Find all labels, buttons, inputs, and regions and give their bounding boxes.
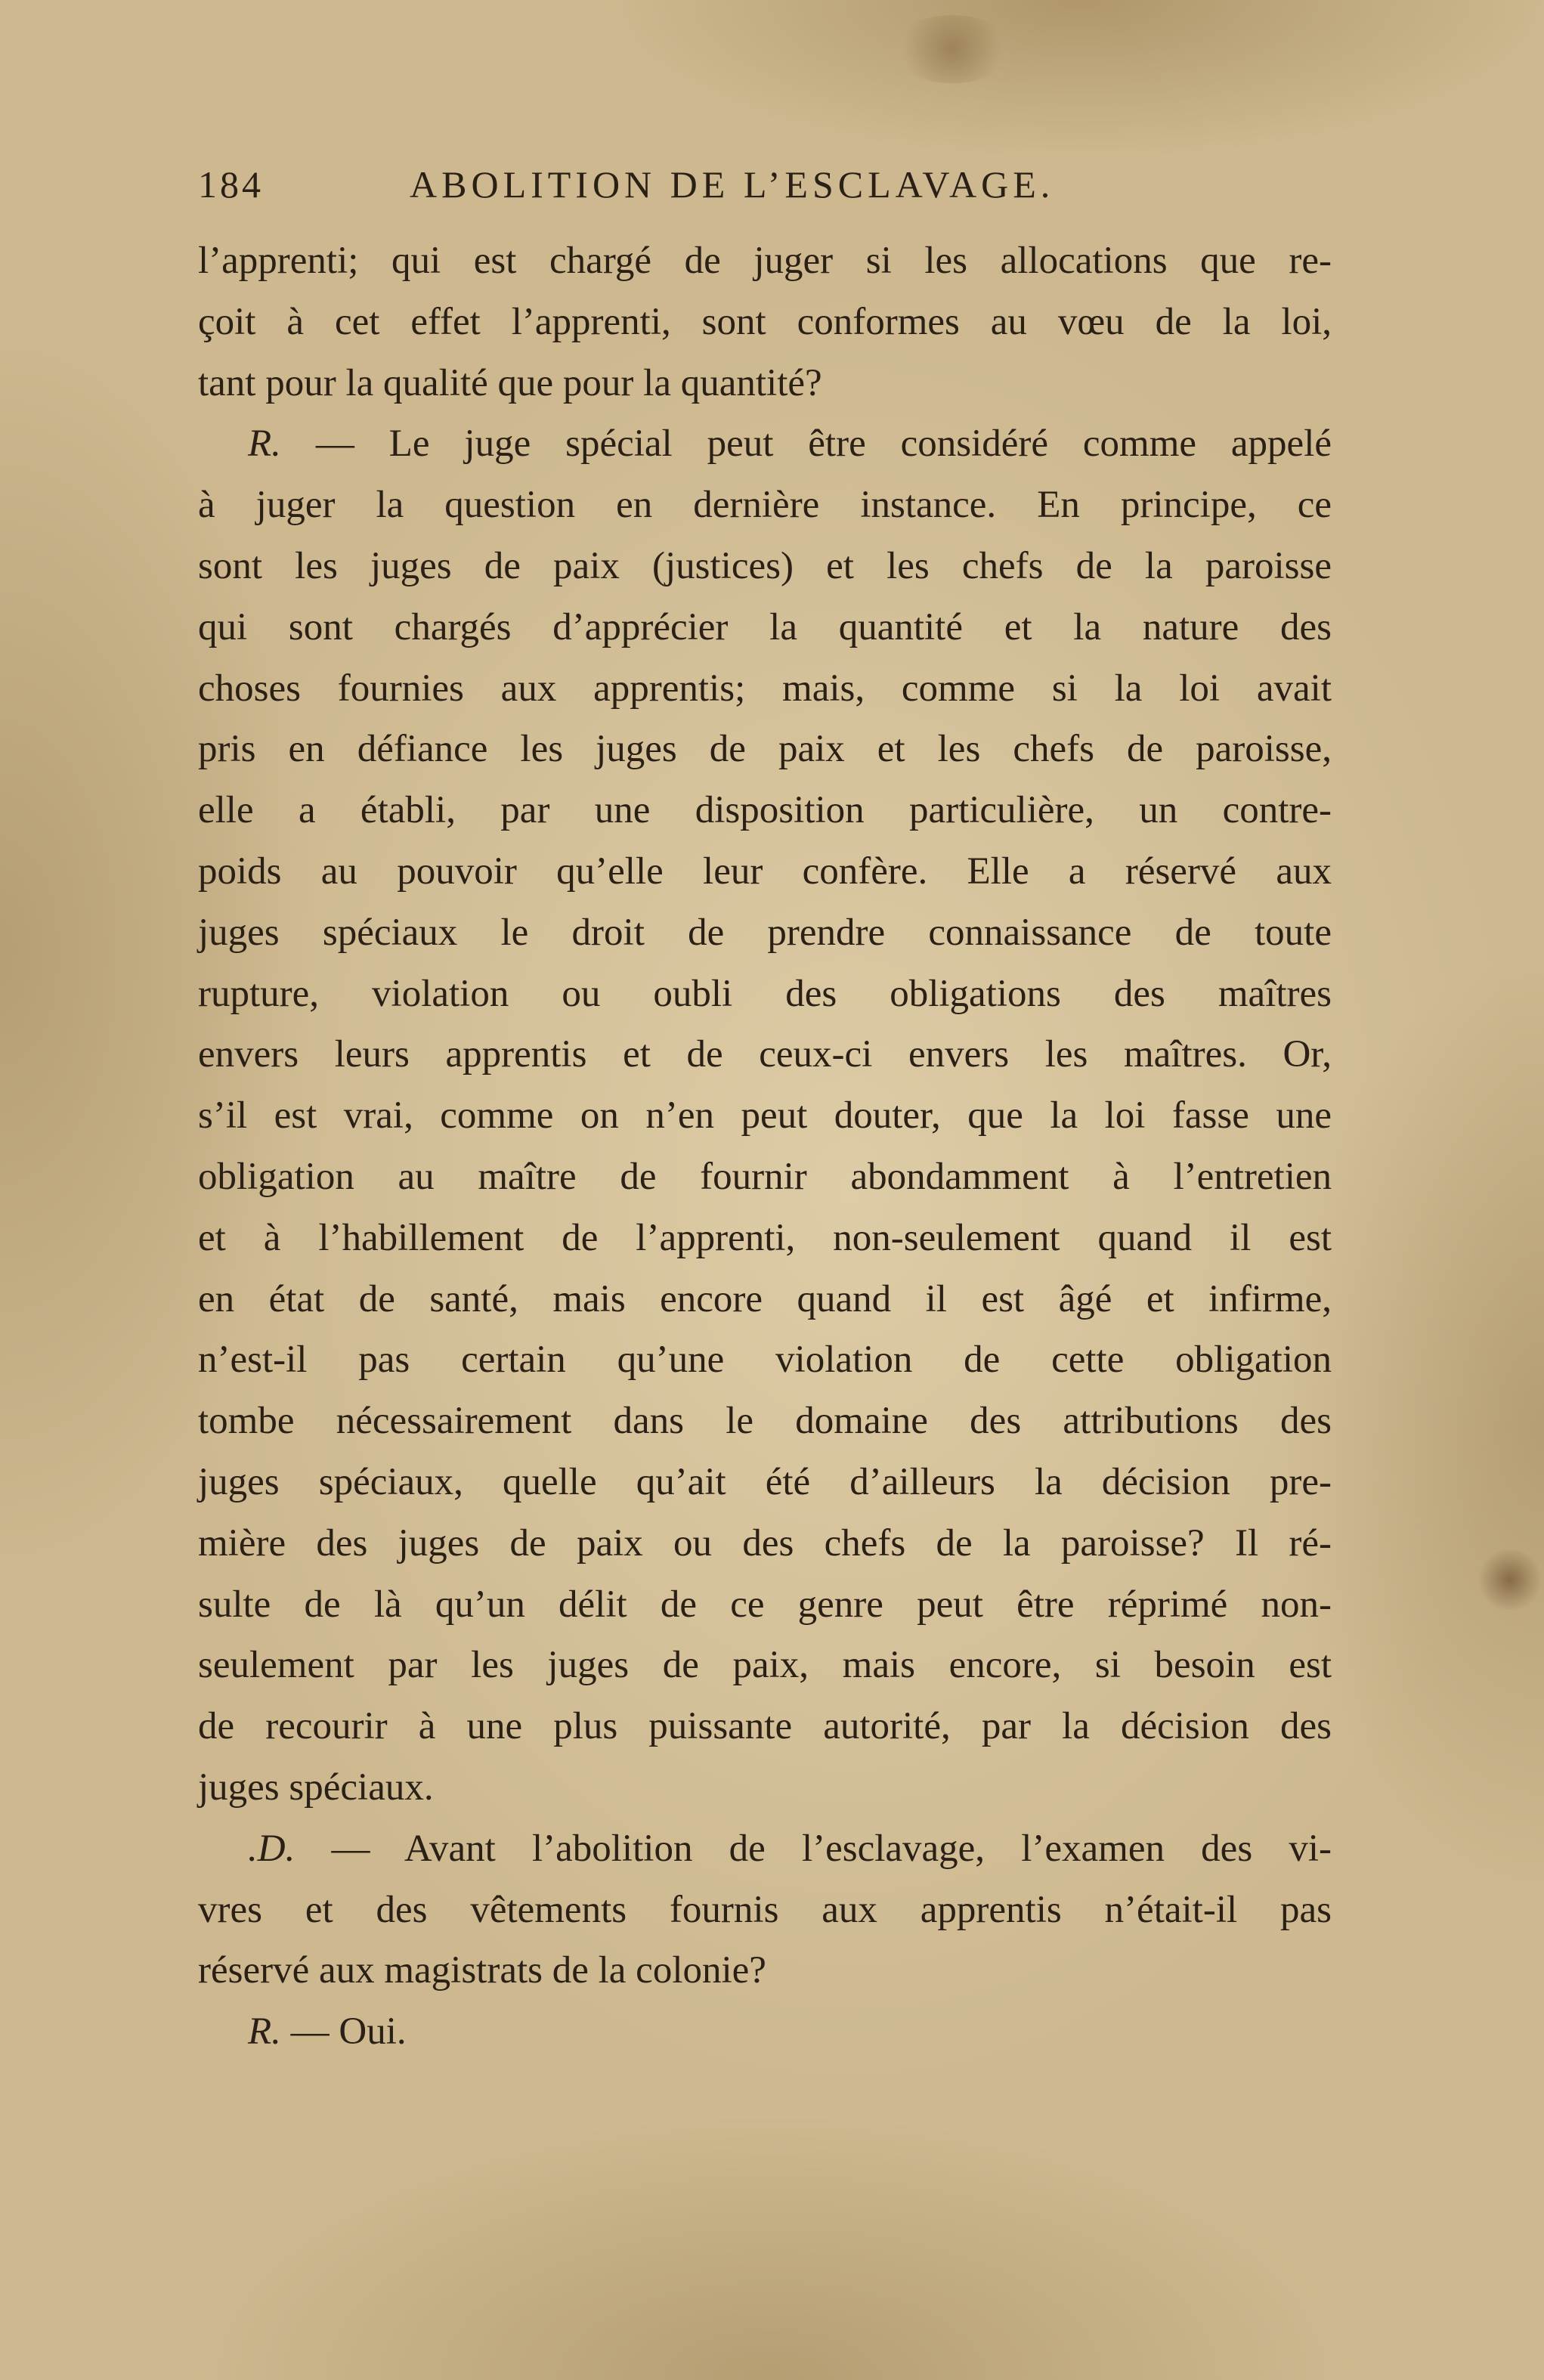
text-line: n’est-il pas certain qu’une violation de cette obligation (198, 1339, 1332, 1382)
text-line: s’il est vrai, comme on n’en peut douter, que la loi fasse une (198, 1094, 1332, 1137)
text-line: envers leurs apprentis et de ceux-ci envers les maîtres. Or, (198, 1033, 1332, 1076)
page-number: 184 (198, 163, 264, 206)
text-line (198, 1818, 1332, 1880)
text-line: pris en défiance les juges de paix et les chefs de paroisse, (198, 728, 1332, 771)
text-line: juges spéciaux. (198, 1766, 434, 1809)
speaker-label: .D. (248, 1827, 295, 1870)
text-line: à juger la question en dernière instance. En principe, ce (198, 484, 1332, 527)
text-line: en état de santé, mais encore quand il est âgé et infirme, (198, 1277, 1332, 1320)
text-line: juges spéciaux, quelle qu’ait été d’ailleurs la décision pre- (198, 1460, 1332, 1503)
paper-stain (892, 15, 1013, 83)
speaker-label: R. (248, 422, 281, 466)
text-line: çoit à cet effet l’apprenti, sont conformes au vœu de la loi, (198, 300, 1332, 343)
text-line-content: — Le juge spécial peut être considéré comme appelé (315, 422, 1332, 466)
text-line: et à l’habillement de l’apprenti, non-seulement quand il est (198, 1216, 1332, 1259)
running-title: ABOLITION DE L’ESCLAVAGE. (410, 163, 1055, 206)
text-line: sont les juges de paix (justices) et les chefs de la paroisse (198, 544, 1332, 587)
text-line: poids au pouvoir qu’elle leur confère. Elle a réservé aux (198, 850, 1332, 893)
speaker-label: R. (248, 2010, 281, 2053)
text-line: choses fournies aux apprentis; mais, comme si la loi avait (198, 667, 1332, 710)
body-text (198, 231, 1332, 2063)
text-line (198, 413, 1332, 475)
text-line: réservé aux magistrats de la colonie? (198, 1949, 766, 1992)
text-line-content: — Oui. (290, 2010, 407, 2053)
paper-stain (1476, 1549, 1544, 1610)
text-line: obligation au maître de fournir abondamment à l’entretien (198, 1155, 1332, 1198)
text-line: rupture, violation ou oubli des obligations des maîtres (198, 972, 1332, 1015)
text-line: vres et des vêtements fournis aux apprentis n’était-il pas (198, 1888, 1332, 1931)
text-line: qui sont chargés d’apprécier la quantité et la nature des (198, 605, 1332, 648)
text-line-content: — Avant l’abolition de l’esclavage, l’examen des vi- (331, 1827, 1332, 1870)
text-line: tombe nécessairement dans le domaine des attributions des (198, 1400, 1332, 1443)
text-line: elle a établi, par une disposition particulière, un contre- (198, 789, 1332, 832)
text-line: juges spéciaux le droit de prendre connaissance de toute (198, 911, 1332, 954)
text-line: mière des juges de paix ou des chefs de la paroisse? Il ré- (198, 1521, 1332, 1564)
running-header (198, 162, 1347, 215)
text-line: sulte de là qu’un délit de ce genre peut être réprimé non- (198, 1583, 1332, 1626)
text-line: de recourir à une plus puissante autorité, par la décision des (198, 1705, 1332, 1748)
text-line: l’apprenti; qui est chargé de juger si les allocations que re- (198, 240, 1332, 282)
text-line (198, 2001, 1332, 2063)
text-line: seulement par les juges de paix, mais encore, si besoin est (198, 1644, 1332, 1687)
text-line: tant pour la qualité que pour la quantité? (198, 361, 822, 404)
